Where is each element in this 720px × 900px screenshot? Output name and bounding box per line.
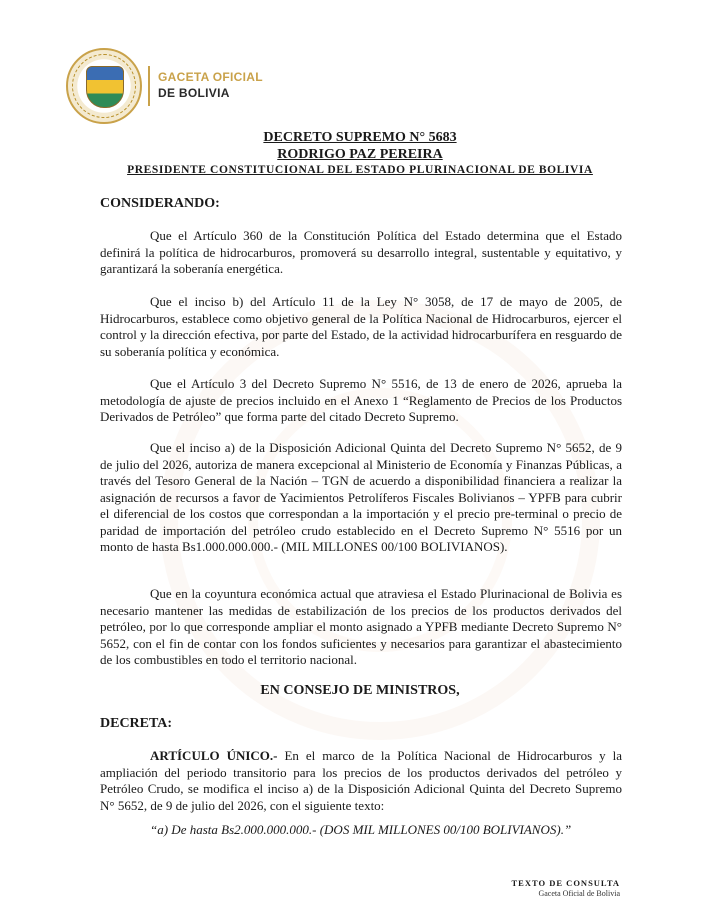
- considerando-paragraph: Que el inciso b) del Artículo 11 de la Ley N° 3058, de 17 de mayo de 2005, de Hidrocarburos, establece como objetivo general de la Política Nacional de Hidrocarburos, ejercer el control y la dirección efectiva, por parte del Estado, de la actividad hidrocarburífera en resguardo de su soberanía política y económica.: [100, 294, 622, 359]
- articulo-unico-paragraph: [100, 748, 622, 814]
- decree-number: DECRETO SUPREMO N° 5683: [263, 130, 457, 145]
- footer-label: TEXTO DE CONSULTA: [511, 878, 620, 888]
- modified-text-quote: “a) De hasta Bs2.000.000.000.- (DOS MIL MILLONES 00/100 BOLIVIANOS).”: [150, 822, 572, 837]
- decreta-heading: DECRETA:: [100, 716, 173, 731]
- articulo-heading: ARTÍCULO ÚNICO.-: [150, 748, 278, 763]
- articulo-body: En el marco de la Política Nacional de Hidrocarburos y la ampliación del periodo transitorio para los precios de los productos derivados del petróleo y Petróleo Crudo, se modifica el inciso a) de la Disposición Adicional Quinta del Decreto Supremo N° 5652, de 9 de julio del 2026, con el siguiente texto:: [100, 748, 622, 813]
- header-divider: [148, 66, 150, 106]
- president-name: RODRIGO PAZ PEREIRA: [277, 147, 443, 162]
- gaceta-subtitle: DE BOLIVIA: [158, 86, 230, 100]
- shield-icon: [86, 66, 124, 108]
- consejo-line: EN CONSEJO DE MINISTROS,: [260, 683, 460, 698]
- considerando-paragraph: Que el Artículo 3 del Decreto Supremo N° 5516, de 13 de enero de 2026, aprueba la metodología de ajuste de precios incluido en el Anexo 1 “Reglamento de Precios de los Productos Derivados de Petróleo” que forma parte del citado Decreto Supremo.: [100, 376, 622, 424]
- gaceta-header: [66, 48, 326, 128]
- considerando-heading: CONSIDERANDO:: [100, 196, 220, 211]
- president-office: PRESIDENTE CONSTITUCIONAL DEL ESTADO PLURINACIONAL DE BOLIVIA: [127, 164, 593, 176]
- considerando-paragraph: Que el Artículo 360 de la Constitución Política del Estado determina que el Estado definirá la política de hidrocarburos, promoverá su desarrollo integral, sustentable y equitativo, y garantizará la soberanía energética.: [100, 228, 622, 276]
- footer-source: Gaceta Oficial de Bolivia: [538, 889, 620, 898]
- coat-of-arms-seal: [66, 48, 142, 124]
- considerando-paragraph: Que en la coyuntura económica actual que atraviesa el Estado Plurinacional de Bolivia es necesario mantener las medidas de estabilización de los precios de los productos derivados del petróleo, por lo que corresponde ampliar el monto asignado a YPFB mediante Decreto Supremo N° 5652, con el fin de contar con los fondos suficientes y necesarios para garantizar el abastecimiento de los combustibles en todo el territorio nacional.: [100, 586, 622, 667]
- gaceta-title: GACETA OFICIAL: [158, 70, 263, 84]
- considerando-paragraph: Que el inciso a) de la Disposición Adicional Quinta del Decreto Supremo N° 5652, de 9 de julio del 2026, autoriza de manera excepcional al Ministerio de Economía y Finanzas Públicas, a través del Tesoro General de la Nación – TGN de acuerdo a disponibilidad financiera a realizar la asignación de recursos a favor de Yacimientos Petrolíferos Fiscales Bolivianos – YPFB para cubrir el diferencial de los costos que correspondan a la importación y el precio pre-terminal o precio de paridad de importación del petróleo crudo establecido en el Decreto Supremo N° 5516 por un monto de hasta Bs1.000.000.000.- (MIL MILLONES 00/100 BOLIVIANOS).: [100, 440, 622, 554]
